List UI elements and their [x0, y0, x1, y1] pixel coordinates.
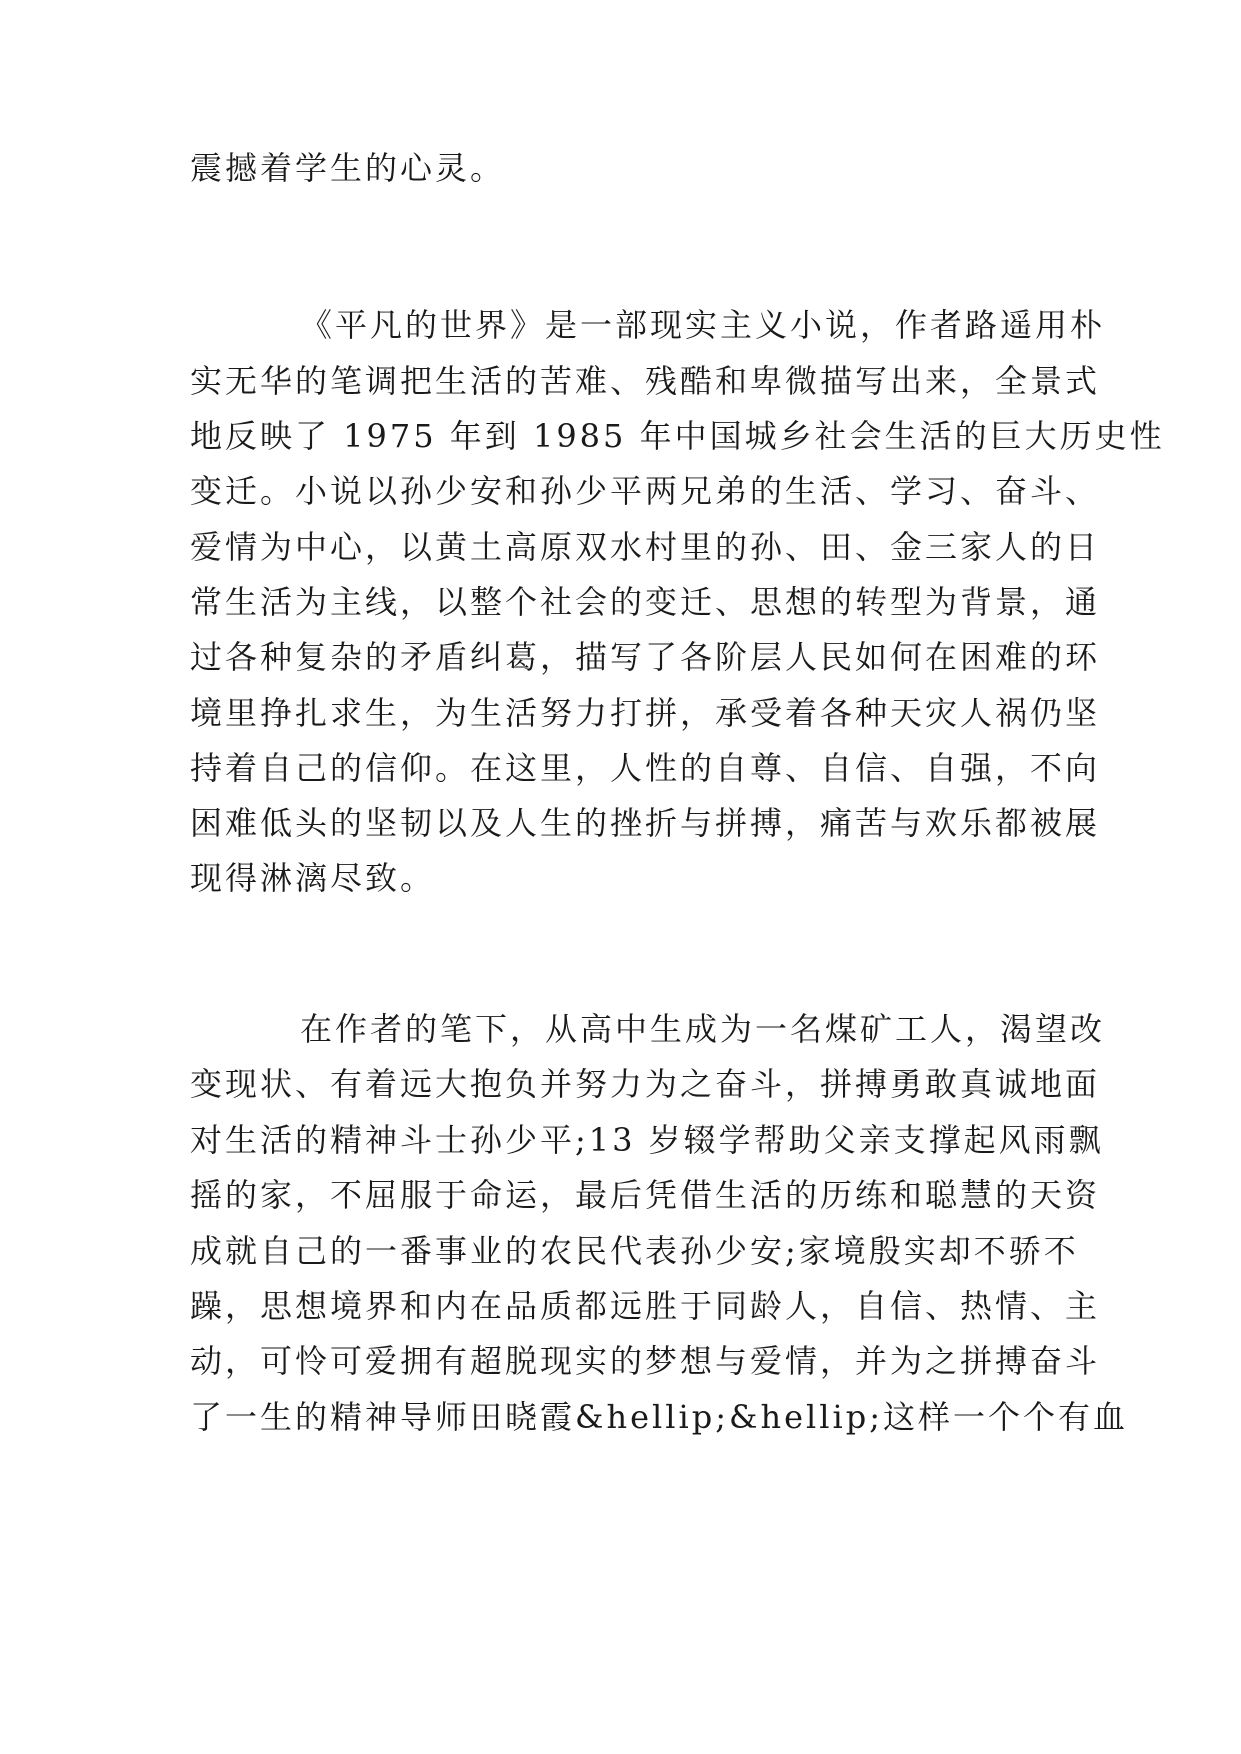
paragraph-2-line-9: 持着自己的信仰。在这里，人性的自尊、自信、自强，不向 [190, 749, 1101, 787]
paragraph-3-line-4: 摇的家，不屈服于命运，最后凭借生活的历练和聪慧的天资 [190, 1176, 1101, 1214]
paragraph-2-line-2: 实无华的笔调把生活的苦难、残酷和卑微描写出来，全景式 [190, 362, 1101, 400]
paragraph-3-line-8: 了一生的精神导师田晓霞&hellip;&hellip;这样一个个有血 [190, 1398, 1129, 1436]
paragraph-3-line-1: 在作者的笔下，从高中生成为一名煤矿工人，渴望改 [300, 1010, 1106, 1048]
paragraph-2-line-8: 境里挣扎求生，为生活努力打拼，承受着各种天灾人祸仍坚 [190, 694, 1101, 732]
paragraph-3-line-2: 变现状、有着远大抱负并努力为之奋斗，拼搏勇敢真诚地面 [190, 1065, 1101, 1103]
paragraph-3-line-6: 躁，思想境界和内在品质都远胜于同龄人，自信、热情、主 [190, 1287, 1101, 1325]
paragraph-3-line-7: 动，可怜可爱拥有超脱现实的梦想与爱情，并为之拼搏奋斗 [190, 1342, 1101, 1380]
paragraph-2-line-1: 《平凡的世界》是一部现实主义小说，作者路遥用朴 [300, 306, 1106, 344]
paragraph-1-line-1: 震撼着学生的心灵。 [190, 149, 506, 187]
paragraph-2-line-6: 常生活为主线，以整个社会的变迁、思想的转型为背景，通 [190, 583, 1101, 621]
paragraph-2-line-5: 爱情为中心，以黄土高原双水村里的孙、田、金三家人的日 [190, 528, 1101, 566]
paragraph-2-line-11: 现得淋漓尽致。 [190, 859, 436, 897]
paragraph-3-line-5: 成就自己的一番事业的农民代表孙少安;家境殷实却不骄不 [190, 1232, 1079, 1270]
paragraph-2-line-10: 困难低头的坚韧以及人生的挫折与拼搏，痛苦与欢乐都被展 [190, 804, 1101, 842]
paragraph-3-line-3: 对生活的精神斗士孙少平;13 岁辍学帮助父亲支撑起风雨飘 [190, 1121, 1104, 1159]
paragraph-2-line-3: 地反映了 1975 年到 1985 年中国城乡社会生活的巨大历史性 [190, 417, 1165, 455]
paragraph-2-line-4: 变迁。小说以孙少安和孙少平两兄弟的生活、学习、奋斗、 [190, 472, 1101, 510]
paragraph-2-line-7: 过各种复杂的矛盾纠葛，描写了各阶层人民如何在困难的环 [190, 638, 1101, 676]
